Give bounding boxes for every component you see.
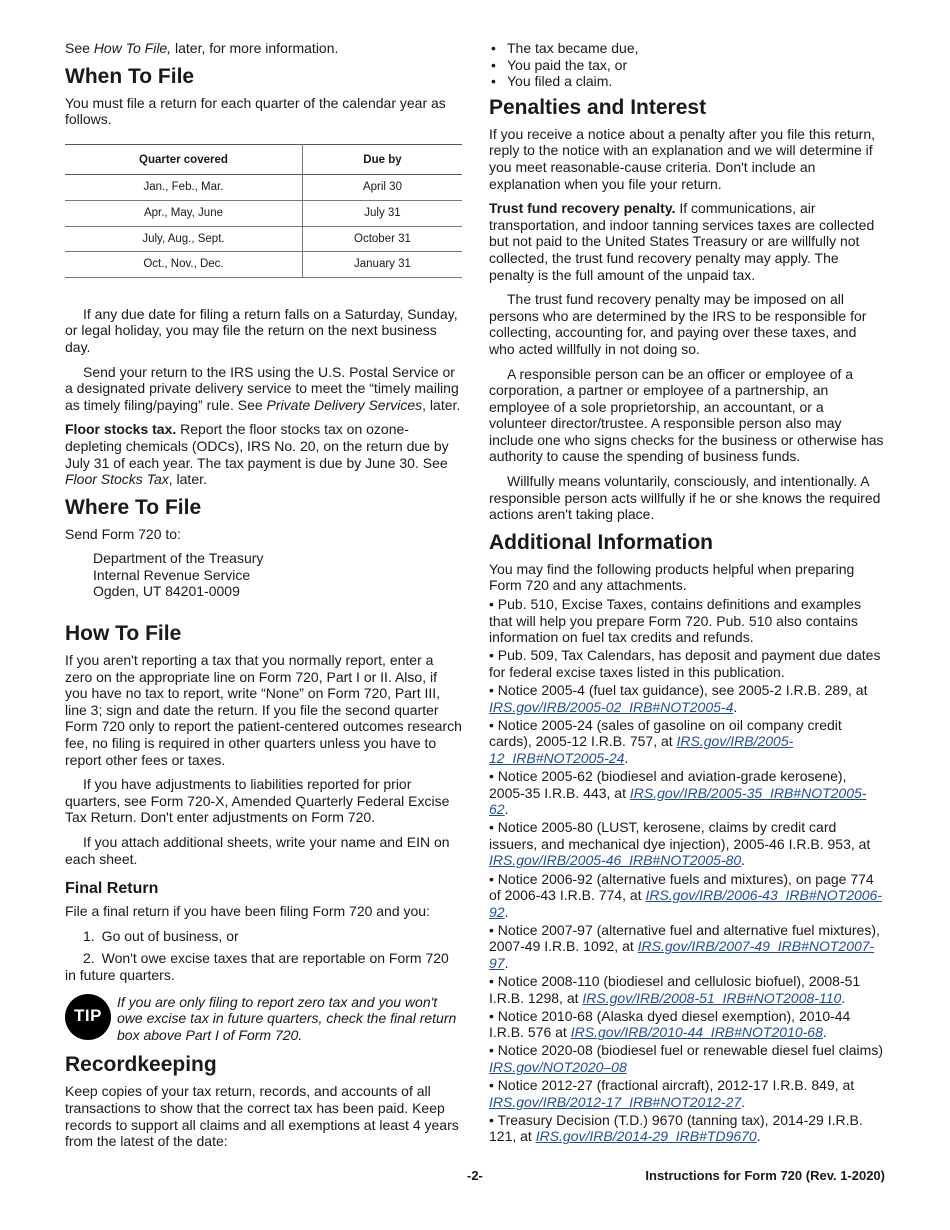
how-paragraph-3: If you attach additional sheets, write your name and EIN on each sheet. — [65, 834, 450, 867]
heading-penalties: Penalties and Interest — [489, 95, 707, 119]
list-item: • Notice 2008-110 (biodiesel and cellulosic biofuel), 2008-51 I.R.B. 1298, at IRS.gov/IRB/2008-51_IRB#NOT2008-110. — [489, 973, 861, 1006]
list-item: • Notice 2005-24 (sales of gasoline on oil company credit cards), 2005-12 I.R.B. 757, at IRS.gov/IRB/2005-12_IRB#NOT2005-24. — [489, 716, 842, 766]
heading-when-to-file: When To File — [65, 64, 195, 88]
list-item: • The tax became due, — [489, 40, 884, 57]
table-header-due: Due by — [302, 144, 462, 175]
due-date-table — [65, 144, 462, 278]
penalties-paragraph-5: Willfully means voluntarily, consciously, and intentionally. A responsible person acts willfully if he or she knows the required actions aren't taking place. — [489, 473, 881, 523]
irb-link[interactable]: IRS.gov/IRB/2008-51_IRB#NOT2008-110 — [582, 989, 842, 1006]
table-row: Oct., Nov., Dec. January 31 — [65, 252, 462, 278]
penalties-paragraph-4: A responsible person can be an officer or employee of a corporation, a partner or employee of a partnership, an employee of a sole proprietorship, an accountant, or a volunteer director/trustee. A responsible person also may include one who signs checks for the business or otherwise has authority to cause the spending of business funds. — [489, 365, 884, 465]
trust-fund-paragraph: Trust fund recovery penalty. If communications, air transportation, and indoor tanning services taxes are collected but not paid to the United States Treasury or are willfully not collected, the trust fund recovery penalty may apply. The penalty is the full amount of the unpaid tax. — [489, 200, 875, 283]
tip-box — [65, 994, 462, 1044]
list-item: 1. Go out of business, or — [83, 927, 239, 944]
tip-text: If you are only filing to report zero tax and you won't owe excise tax in future quarters, check the final return box above Part I of Form 720. — [117, 993, 457, 1043]
irb-link[interactable]: IRS.gov/IRB/2005-46_IRB#NOT2005-80 — [489, 852, 742, 869]
list-item: • Notice 2006-92 (alternative fuels and mixtures), on page 774 of 2006-43 I.R.B. 774, at IRS.gov/IRB/2006-43_IRB#NOT2006-92. — [489, 870, 883, 920]
page-footer — [65, 1168, 885, 1186]
address-line: Department of the Treasury — [93, 550, 264, 567]
when-intro: You must file a return for each quarter of the calendar year as follows. — [65, 94, 446, 128]
irb-link[interactable]: IRS.gov/IRB/2006-43_IRB#NOT2006-92 — [489, 887, 883, 920]
irb-link[interactable]: IRS.gov/NOT2020–08 — [489, 1059, 627, 1076]
tip-icon: TIP — [65, 994, 111, 1040]
heading-recordkeeping: Recordkeeping — [65, 1053, 217, 1077]
holiday-paragraph: If any due date for filing a return falls on a Saturday, Sunday, or legal holiday, you may file the return on the next business day. — [65, 305, 458, 355]
mailing-address — [93, 550, 462, 600]
list-item: • Notice 2007-97 (alternative fuel and alternative fuel mixtures), 2007-49 I.R.B. 1092, at IRS.gov/IRB/2007-49_IRB#NOT2007-97. — [489, 921, 880, 971]
irb-link[interactable]: IRS.gov/IRB/2005-35_IRB#NOT2005-62 — [489, 784, 867, 818]
list-item: • You paid the tax, or — [489, 57, 884, 74]
list-item: • Notice 2012-27 (fractional aircraft), 2012-17 I.R.B. 849, at IRS.gov/IRB/2012-17_IRB#NOT2012-27. — [489, 1077, 855, 1110]
intro-text: See How To File, later, for more information. — [65, 40, 339, 56]
table-row: Apr., May, June July 31 — [65, 200, 462, 226]
where-intro: Send Form 720 to: — [65, 525, 181, 542]
list-item: • Notice 2010-68 (Alaska dyed diesel exemption), 2010-44 I.R.B. 576 at IRS.gov/IRB/2010-44_IRB#NOT2010-68. — [489, 1007, 851, 1041]
address-line: Internal Revenue Service — [93, 566, 251, 583]
list-item: • Notice 2005-80 (LUST, kerosene, claims by credit card issuers, and mechanical dye injection), 2005-46 I.R.B. 953, at IRS.gov/IRB/2005-46_IRB#NOT2005-80. — [489, 819, 871, 869]
additional-intro: You may find the following products helpful when preparing Form 720 and any attachments. — [489, 560, 855, 594]
list-item: • Pub. 510, Excise Taxes, contains definitions and examples that will help you prepare Form 720. Pub. 510 also contains information on fuel tax credits and refunds. — [489, 596, 861, 646]
table-row: Jan., Feb., Mar. April 30 — [65, 175, 462, 201]
floor-stocks-paragraph: Floor stocks tax. Report the floor stocks tax on ozone-depleting chemicals (ODCs), IRS No. 20, on the return due by July 31 of each year. The tax payment is due by June 30. See Floor Stocks Tax, later. — [65, 421, 449, 488]
recordkeeping-paragraph: Keep copies of your tax return, records, and accounts of all transactions to show that the correct tax has been paid. Keep records to support all claims and all exemptions at least 4 years from the latest of the date: — [65, 1083, 459, 1150]
list-item: 2. Won't owe excise taxes that are reportable on Form 720 in future quarters. — [65, 950, 449, 983]
penalties-paragraph-3: The trust fund recovery penalty may be imposed on all persons who are determined by the IRS to be responsible for collecting, accounting for, and paying over these taxes, and who acted willfully in not doing so. — [489, 291, 867, 357]
list-item: • You filed a claim. — [489, 73, 884, 90]
table-row: July, Aug., Sept. October 31 — [65, 226, 462, 252]
list-item: • Notice 2005-62 (biodiesel and aviation-grade kerosene), 2005-35 I.R.B. 443, at IRS.gov/IRB/2005-35_IRB#NOT2005-62. — [489, 767, 867, 818]
irb-link[interactable]: IRS.gov/IRB/2014-29_IRB#TD9670 — [535, 1128, 757, 1145]
irb-link[interactable]: IRS.gov/IRB/2007-49_IRB#NOT2007-97 — [489, 938, 875, 971]
list-item: • Treasury Decision (T.D.) 9670 (tanning tax), 2014-29 I.R.B. 121, at IRS.gov/IRB/2014-29_IRB#TD9670. — [489, 1111, 863, 1145]
penalties-paragraph-1: If you receive a notice about a penalty after you file this return, reply to the notice with an explanation and we will determine if you meet reasonable-cause criteria. Don't include an explanation when you file your return. — [489, 125, 875, 192]
final-intro: File a final return if you have been filing Form 720 and you: — [65, 903, 430, 920]
irb-link[interactable]: IRS.gov/IRB/2012-17_IRB#NOT2012-27 — [489, 1093, 742, 1110]
send-paragraph: Send your return to the IRS using the U.S. Postal Service or a designated private delivery service to meet the “timely mailing as timely filing/paying” rule. See Private Delivery Services, later. — [65, 363, 461, 413]
how-paragraph-2: If you have adjustments to liabilities reported for prior quarters, see Form 720-X, Amended Quarterly Federal Excise Tax Return. Don't enter adjustments on Form 720. — [65, 776, 450, 826]
list-item: • Notice 2005-4 (fuel tax guidance), see 2005-2 I.R.B. 289, at IRS.gov/IRB/2005-02_IRB#NOT2005-4. — [489, 682, 868, 715]
heading-final-return: Final Return — [65, 880, 159, 898]
how-paragraph-1: If you aren't reporting a tax that you normally report, enter a zero on the appropriate line on Form 720, Part I or II. Also, if you have no tax to report, write “None” on Form 720, Part III, line 3; sign and date the return. If you file the second quarter Form 720 only to report the patient-centered outcomes research fee, no filing is required in other quarters unless you have to report other fees or taxes. — [65, 652, 462, 768]
address-line: Ogden, UT 84201-0009 — [93, 583, 240, 600]
date-bullet-list — [489, 40, 884, 90]
footer-title: Instructions for Form 720 (Rev. 1-2020) — [645, 1168, 885, 1183]
reference-list — [489, 596, 884, 1145]
left-column — [65, 40, 462, 1158]
irb-link[interactable]: IRS.gov/IRB/2005-12_IRB#NOT2005-24 — [489, 733, 794, 766]
list-item: • Notice 2020-08 (biodiesel fuel or renewable diesel fuel claims) IRS.gov/NOT2020–08 — [489, 1042, 883, 1076]
final-return-list — [65, 928, 462, 984]
right-column — [489, 40, 884, 1147]
heading-additional-information: Additional Information — [489, 530, 713, 554]
irb-link[interactable]: IRS.gov/IRB/2005-02_IRB#NOT2005-4 — [489, 698, 734, 715]
heading-how-to-file: How To File — [65, 622, 182, 646]
table-header-quarter: Quarter covered — [65, 144, 302, 175]
page-number: -2- — [467, 1168, 483, 1183]
irb-link[interactable]: IRS.gov/IRB/2010-44_IRB#NOT2010-68 — [570, 1024, 823, 1041]
heading-where-to-file: Where To File — [65, 495, 202, 519]
list-item: • Pub. 509, Tax Calendars, has deposit and payment due dates for federal excise taxes listed in this publication. — [489, 647, 881, 680]
